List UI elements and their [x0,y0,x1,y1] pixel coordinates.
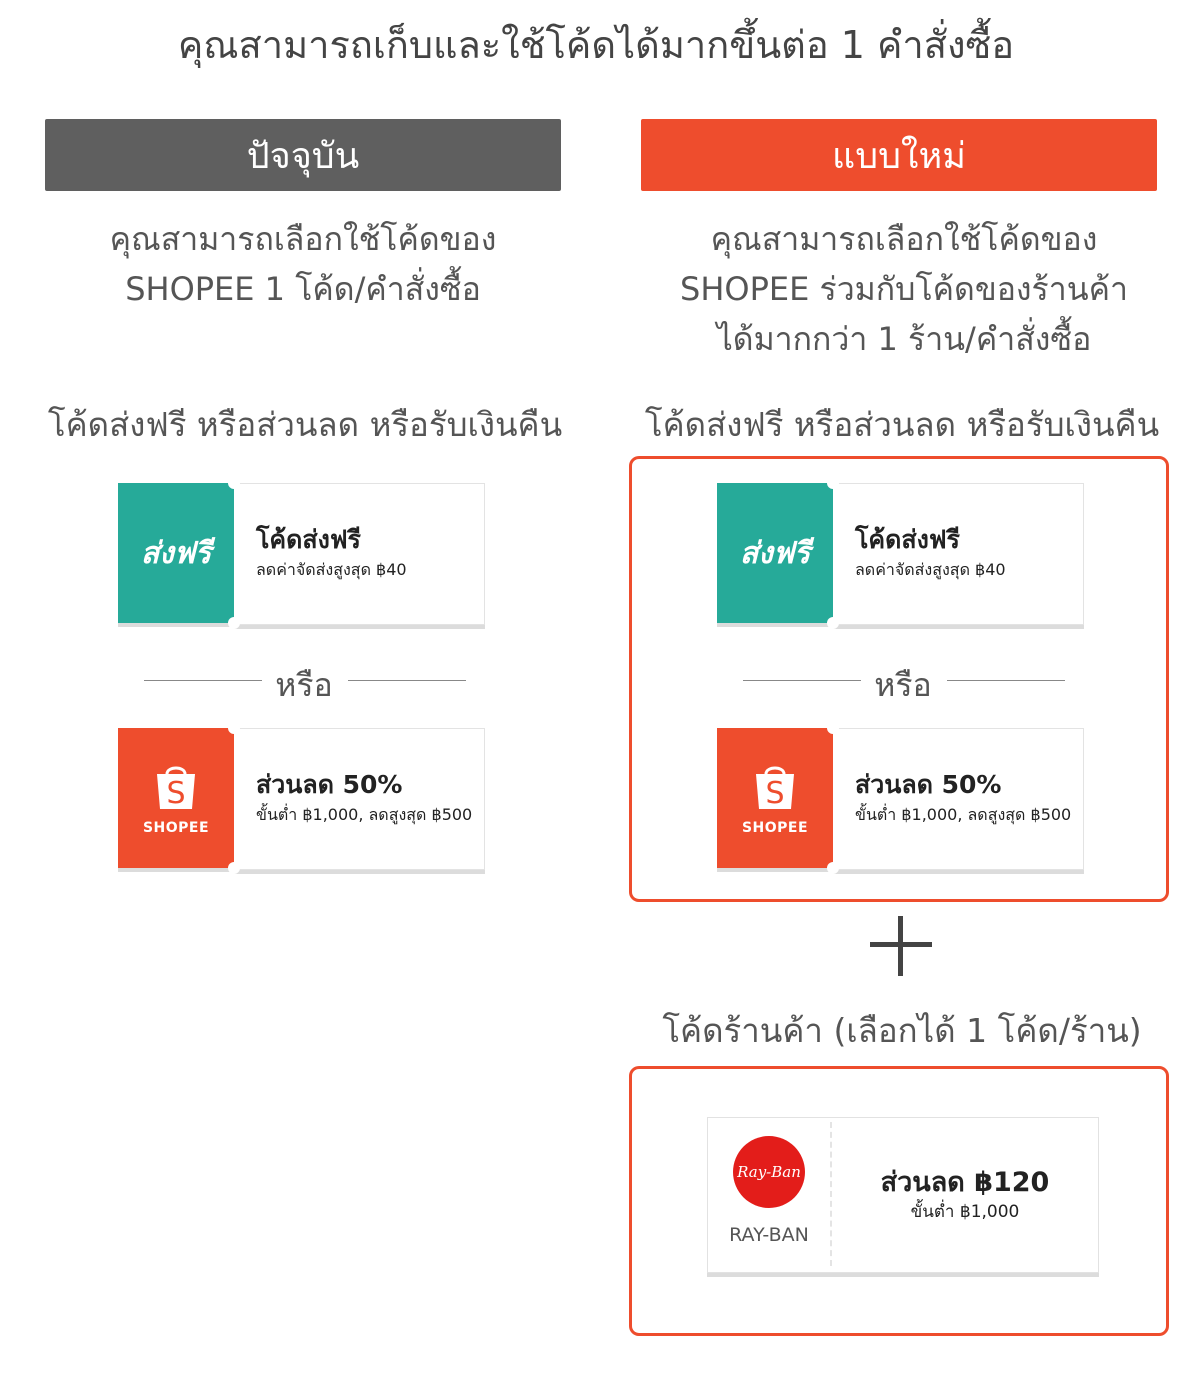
shopee-brand-label: SHOPEE [142,820,210,836]
new-subheading: โค้ดส่งฟรี หรือส่วนลด หรือรับเงินคืน [644,405,1160,444]
shopee-badge-panel [717,728,833,868]
or-divider [144,660,464,704]
rayban-logo [733,1136,805,1208]
shop-code-heading: โค้ดร้านค้า (เลือกได้ 1 โค้ด/ร้าน) [662,1011,1142,1050]
current-header-label: ปัจจุบัน [246,135,360,177]
page-title: คุณสามารถเก็บและใช้โค้ดได้มากขึ้นต่อ 1 คำสั่งซื้อ [177,23,1015,67]
shopee-discount-voucher[interactable] [118,728,486,876]
voucher-notch [228,617,240,629]
voucher-notch [228,477,240,489]
rayban-logo-script: Ray-Ban [737,1163,801,1181]
new-description [616,214,1192,364]
new-desc-line: คุณสามารถเลือกใช้โค้ดของ [710,220,1098,258]
shopee-brand-label: SHOPEE [741,820,809,836]
voucher-title: ส่วนลด ฿120 [880,1167,1050,1198]
voucher-notch [228,722,240,734]
shopee-badge-panel [118,728,234,868]
voucher-body [833,483,1084,625]
freeship-badge-panel [118,483,234,623]
shopee-bag-icon [150,760,202,812]
shopee-discount-voucher[interactable] [717,728,1085,876]
voucher-title: ส่วนลด 50% [256,770,403,799]
or-label: หรือ [874,666,932,704]
voucher-notch [827,617,839,629]
shopee-bag-icon [749,760,801,812]
freeship-voucher[interactable] [118,483,486,631]
voucher-title: ส่วนลด 50% [855,770,1002,799]
or-divider [743,660,1063,704]
or-label: หรือ [275,666,333,704]
current-desc-line: SHOPEE 1 โค้ด/คำสั่งซื้อ [125,270,481,308]
voucher-title: โค้ดส่งฟรี [855,525,960,554]
current-description [45,214,561,314]
voucher-body [234,728,485,870]
freeship-badge-panel [717,483,833,623]
voucher-notch [228,862,240,874]
voucher-detail: ลดค่าจัดส่งสูงสุด ฿40 [855,560,1006,579]
svg-text:S: S [166,776,186,811]
svg-text:S: S [765,776,785,811]
voucher-body [234,483,485,625]
voucher-notch [827,862,839,874]
new-header-label: แบบใหม่ [832,135,966,177]
rayban-voucher[interactable] [707,1117,1099,1273]
voucher-notch [827,477,839,489]
new-desc-line: SHOPEE ร่วมกับโค้ดของร้านค้า [680,270,1128,308]
voucher-detail: ขั้นต่ำ ฿1,000 [910,1202,1020,1222]
voucher-detail: ขั้นต่ำ ฿1,000, ลดสูงสุด ฿500 [256,805,473,824]
voucher-body [833,728,1084,870]
plus-icon [898,916,903,976]
voucher-detail: ลดค่าจัดส่งสูงสุด ฿40 [256,560,407,579]
freeship-badge: ส่งฟรี [739,535,811,571]
current-desc-line: คุณสามารถเลือกใช้โค้ดของ [109,220,497,258]
current-subheading: โค้ดส่งฟรี หรือส่วนลด หรือรับเงินคืน [47,405,563,444]
current-header [45,119,561,191]
new-header [641,119,1157,191]
voucher-notch [827,722,839,734]
voucher-title: โค้ดส่งฟรี [256,525,361,554]
freeship-voucher[interactable] [717,483,1085,631]
new-desc-line: ได้มากกว่า 1 ร้าน/คำสั่งซื้อ [716,320,1092,358]
freeship-badge: ส่งฟรี [140,535,212,571]
shop-name: RAY-BAN [729,1224,809,1246]
voucher-detail: ขั้นต่ำ ฿1,000, ลดสูงสุด ฿500 [855,805,1072,824]
